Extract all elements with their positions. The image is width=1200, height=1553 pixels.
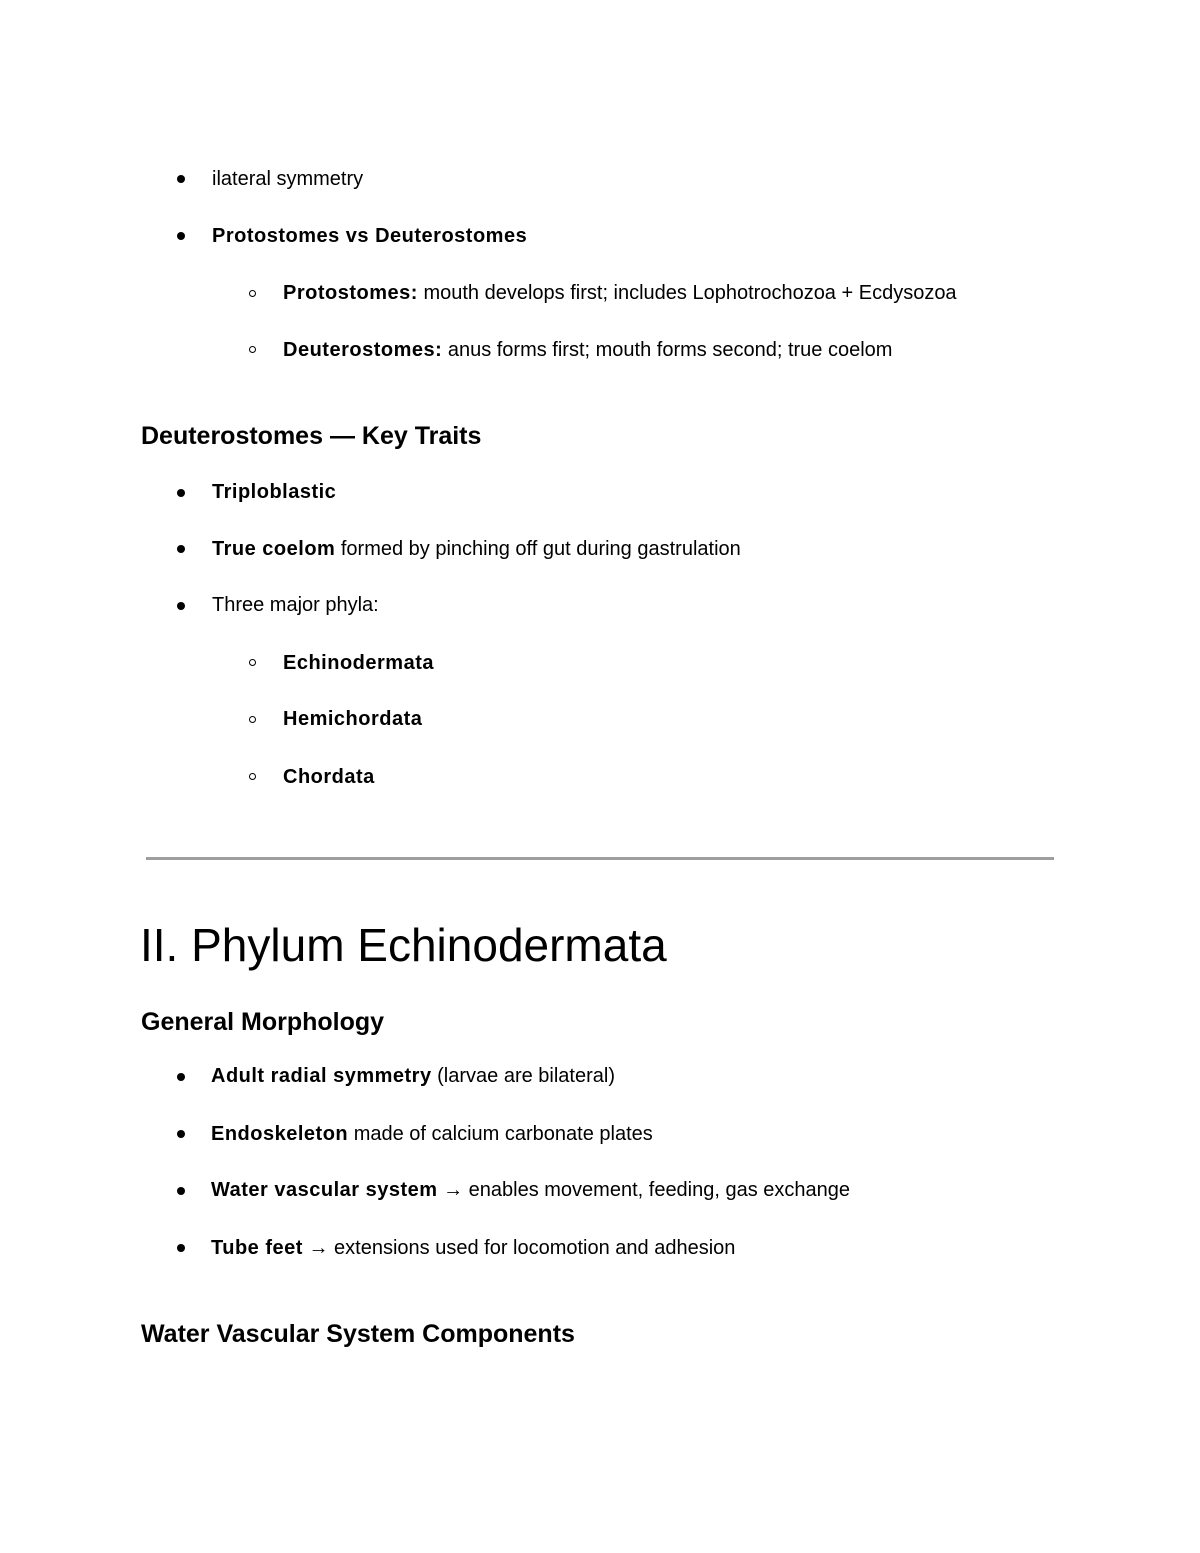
bullet-disc-icon <box>177 1073 185 1081</box>
bullet-circle-icon <box>249 773 256 780</box>
list-item <box>211 1064 615 1088</box>
list-item <box>211 1236 735 1260</box>
list-item-text: → enables movement, feeding, gas exchange <box>437 1179 851 1201</box>
bullet-disc-icon <box>177 175 185 183</box>
list-item <box>212 167 363 191</box>
list-item-bold: Deuterostomes: <box>283 339 443 361</box>
page-title: II. Phylum Echinodermata <box>140 919 667 971</box>
phylum-name: Echinodermata <box>283 652 434 674</box>
horizontal-divider <box>146 857 1054 860</box>
section-heading: General Morphology <box>141 1008 385 1036</box>
section-heading: Deuterostomes — Key Traits <box>141 422 482 450</box>
bullet-circle-icon <box>249 659 256 666</box>
bullet-disc-icon <box>177 1130 185 1138</box>
sub-list-item <box>283 281 957 305</box>
section-heading: Water Vascular System Components <box>141 1320 575 1348</box>
bullet-disc-icon <box>177 1244 185 1252</box>
list-item-bold: Tube feet <box>211 1237 303 1259</box>
list-item <box>212 593 379 617</box>
sub-list-item <box>283 765 375 789</box>
list-item-bold: Protostomes vs Deuterostomes <box>212 225 528 247</box>
list-item <box>211 1122 653 1146</box>
list-item-text: made of calcium carbonate plates <box>348 1123 653 1145</box>
bullet-circle-icon <box>249 716 256 723</box>
list-item <box>211 1178 850 1202</box>
bullet-circle-icon <box>249 290 256 297</box>
list-item-text: → extensions used for locomotion and adhesion <box>302 1237 736 1259</box>
phylum-name: Chordata <box>283 766 375 788</box>
bullet-disc-icon <box>177 602 185 610</box>
list-item-text: formed by pinching off gut during gastrulation <box>335 538 741 560</box>
bullet-disc-icon <box>177 1187 185 1195</box>
phylum-name: Hemichordata <box>283 708 423 730</box>
list-item-text: (larvae are bilateral) <box>431 1065 615 1087</box>
bullet-disc-icon <box>177 232 185 240</box>
list-item-bold: Protostomes: <box>283 282 418 304</box>
list-item-bold: Adult radial symmetry <box>211 1065 432 1087</box>
sub-list-item <box>283 651 434 675</box>
list-item-text: anus forms first; mouth forms second; true coelom <box>442 339 893 361</box>
list-item-bold: Endoskeleton <box>211 1123 349 1145</box>
list-item-text: Three major phyla: <box>212 594 379 616</box>
list-item <box>212 224 527 248</box>
list-item-text: mouth develops first; includes Lophotrochozoa + Ecdysozoa <box>417 282 957 304</box>
bullet-disc-icon <box>177 545 185 553</box>
list-item <box>212 480 336 504</box>
bullet-disc-icon <box>177 489 185 497</box>
list-item-bold: Water vascular system <box>211 1179 438 1201</box>
list-item-text: ilateral symmetry <box>212 168 364 190</box>
sub-list-item <box>283 338 892 362</box>
list-item-bold: Triploblastic <box>212 481 337 503</box>
list-item <box>212 537 741 561</box>
sub-list-item <box>283 707 422 731</box>
list-item-bold: True coelom <box>212 538 336 560</box>
bullet-circle-icon <box>249 346 256 353</box>
